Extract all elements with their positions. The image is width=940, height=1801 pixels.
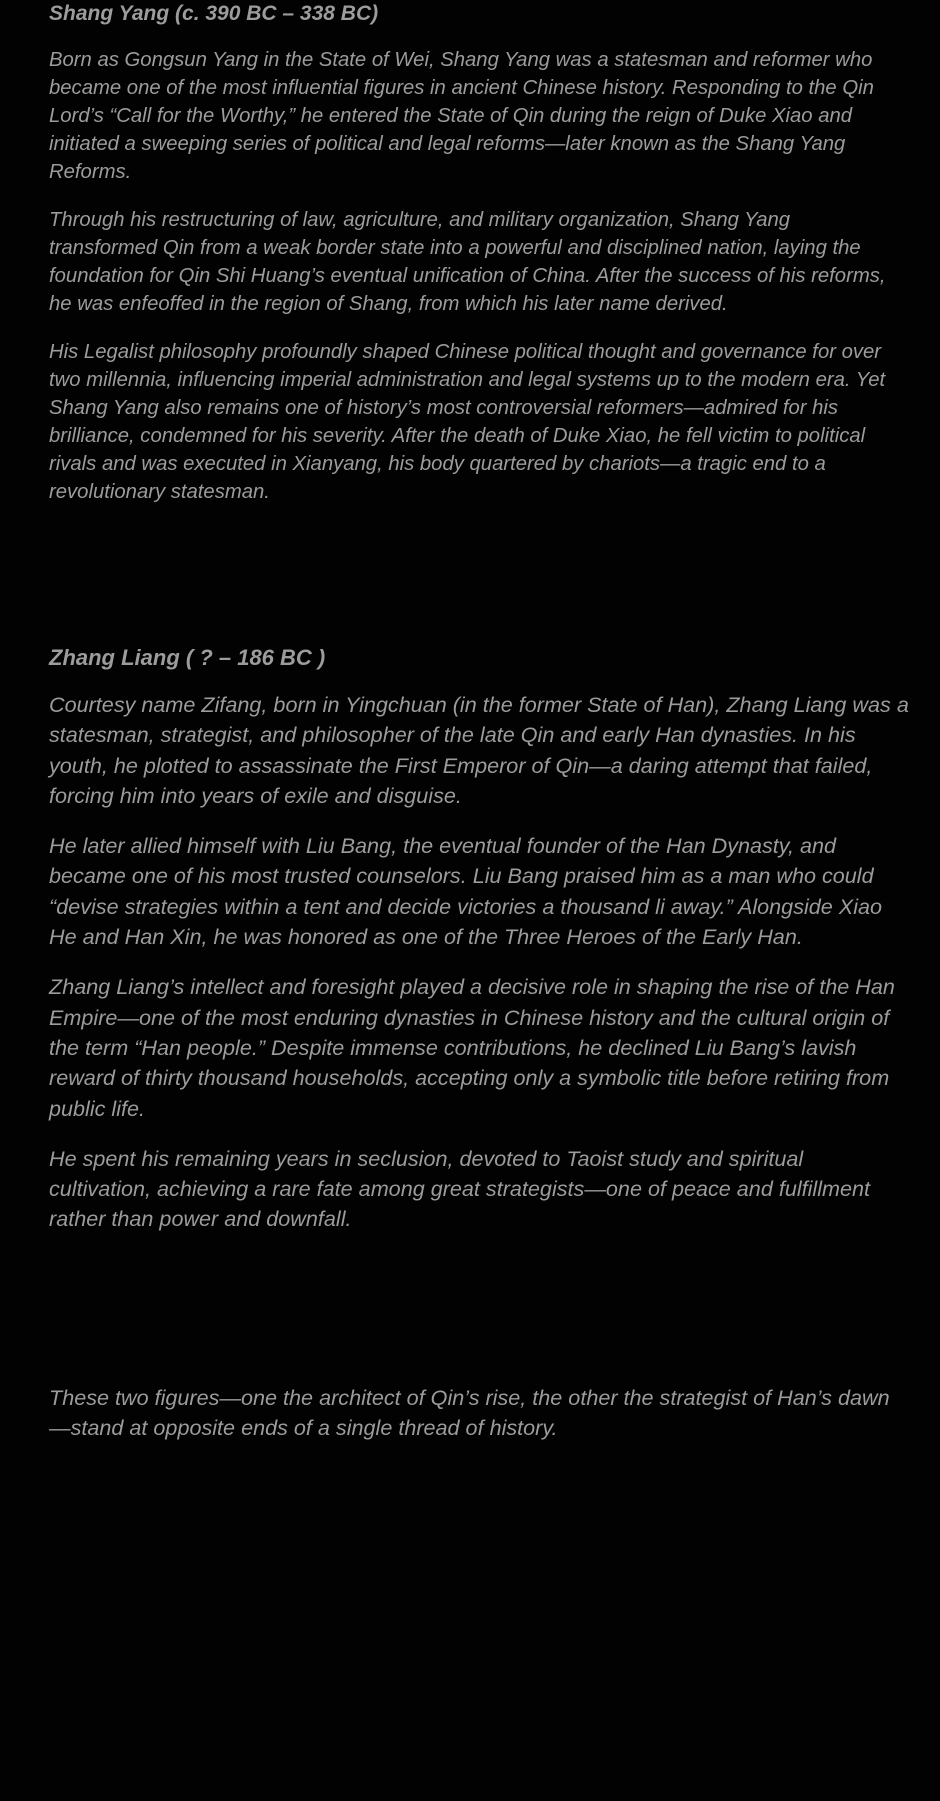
section-heading: Shang Yang (c. 390 BC – 338 BC) bbox=[49, 2, 379, 25]
section-shang-yang bbox=[49, 0, 901, 506]
section-zhang-liang bbox=[49, 643, 909, 1255]
section-heading: Zhang Liang ( ? – 186 BC ) bbox=[49, 645, 326, 670]
paragraph: Through his restructuring of law, agriculture, and military organization, Shang Yang transformed Qin from a weak border state into a powerful and disciplined nation, laying the foundation for Qin Shi Huang’s eventual unification of China. After the success of his reforms, he was enfeoffed in the region of Shang, from which his later name derived. bbox=[49, 209, 886, 315]
paragraph: He later allied himself with Liu Bang, the eventual founder of the Han Dynasty, and became one of his most trusted counselors. Liu Bang praised him as a man who could “devise strategies within a tent and decide victories a thousand li away.” Alongside Xiao He and Han Xin, he was honored as one of the Three Heroes of the Early Han. bbox=[49, 833, 883, 950]
closing-paragraph: These two figures—one the architect of Qin’s rise, the other the strategist of Han’s dawn—stand at opposite ends of a single thread of history. bbox=[49, 1385, 890, 1441]
paragraph: He spent his remaining years in seclusion, devoted to Taoist study and spiritual cultivation, achieving a rare fate among great strategists—one of peace and fulfillment rather than power and downfall. bbox=[49, 1145, 871, 1232]
paragraph: Courtesy name Zifang, born in Yingchuan (in the former State of Han), Zhang Liang was a statesman, strategist, and philosopher of the late Qin and early Han dynasties. In his youth, he plotted to assassinate the First Emperor of Qin—a daring attempt that failed, forcing him into years of exile and disguise. bbox=[49, 692, 909, 808]
paragraph: Zhang Liang’s intellect and foresight played a decisive role in shaping the rise of the Han Empire—one of the most enduring dynasties in Chinese history and the cultural origin of the term “Han people.” Despite immense contributions, he declined Liu Bang’s lavish reward of thirty thousand households, accepting only a symbolic title before retiring from public life. bbox=[49, 974, 895, 1121]
paragraph: Born as Gongsun Yang in the State of Wei, Shang Yang was a statesman and reformer who became one of the most influential figures in ancient Chinese history. Responding to the Qin Lord’s “Call for the Worthy,” he entered the State of Qin during the reign of Duke Xiao and initiated a sweeping series of political and legal reforms—later known as the Shang Yang Reforms. bbox=[49, 49, 874, 183]
paragraph: His Legalist philosophy profoundly shaped Chinese political thought and governance for over two millennia, influencing imperial administration and legal systems up to the modern era. Yet Shang Yang also remains one of history’s most controversial reformers—admired for his brilliance, condemned for his severity. After the death of Duke Xiao, he fell victim to political rivals and was executed in Xianyang, his body quartered by chariots—a tragic end to a revolutionary statesman. bbox=[49, 341, 886, 503]
article bbox=[49, 0, 909, 1441]
